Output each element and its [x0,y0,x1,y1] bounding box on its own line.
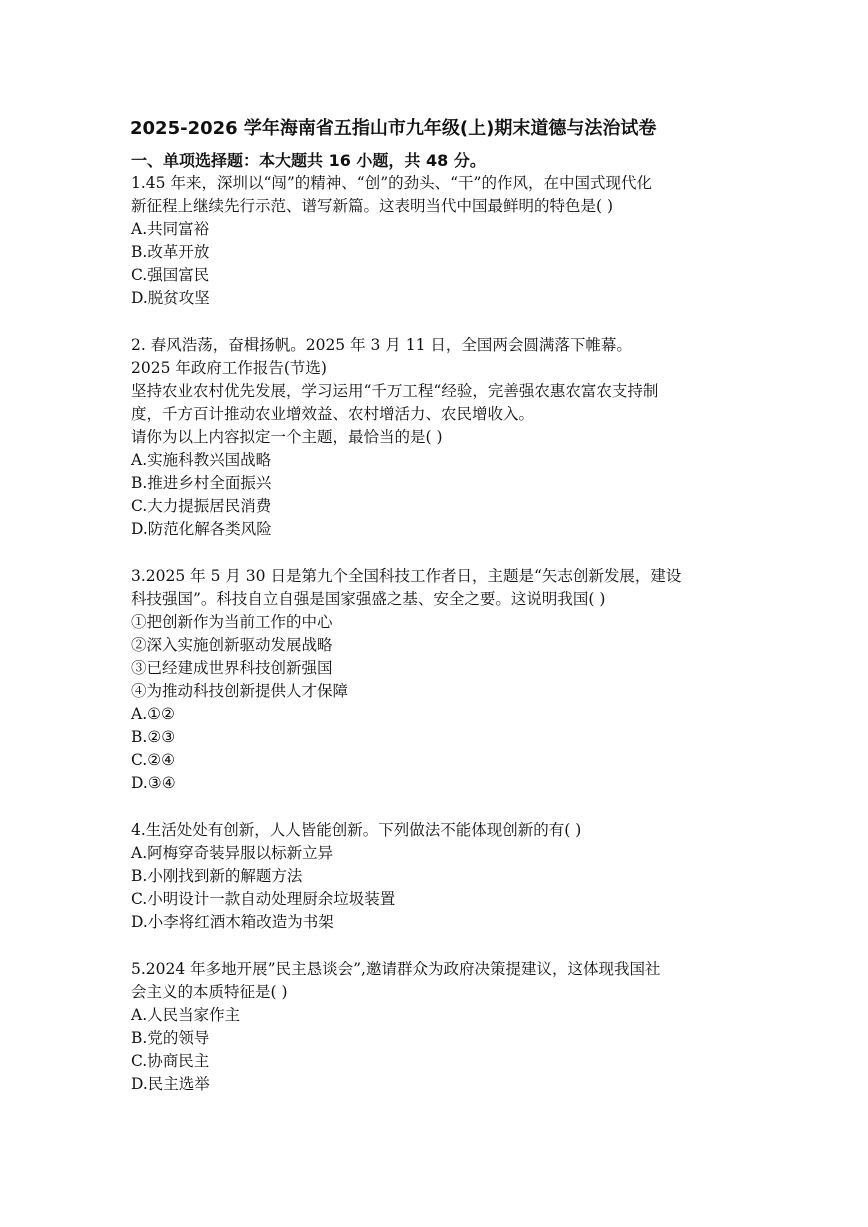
question-text: 科技强国”。科技自立自强是国家强盛之基、安全之要。这说明我国( ) [131,590,606,608]
question-text: 2025 年政府工作报告(节选) [131,359,327,377]
option-b: B.②③ [131,728,176,746]
statement-3: ③已经建成世界科技创新强国 [131,659,333,677]
question-text: 新征程上继续先行示范、谱写新篇。这表明当代中国最鲜明的特色是( ) [131,197,614,215]
question-text: 4.生活处处有创新，人人皆能创新。下列做法不能体现创新的有( ) [131,821,582,839]
option-d: D.脱贫攻坚 [131,289,210,307]
question-2 [131,334,751,541]
question-text: 3.2025 年 5 月 30 日是第九个全国科技工作者日，主题是“矢志创新发展，建设 [131,567,682,585]
section-heading: 一、单项选择题：本大题共 16 小题，共 48 分。 [131,151,486,170]
question-text: 请你为以上内容拟定一个主题，最恰当的是( ) [131,428,443,446]
option-d: D.小李将红酒木箱改造为书架 [131,913,334,931]
option-a: A.共同富裕 [131,220,210,238]
option-b: B.推进乡村全面振兴 [131,474,272,492]
page-title: 2025-2026 学年海南省五指山市九年级(上)期末道德与法治试卷 [130,118,657,139]
option-a: A.人民当家作主 [131,1006,241,1024]
option-a: A.实施科教兴国战略 [131,451,272,469]
option-b: B.改革开放 [131,243,210,261]
option-c: C.大力提振居民消费 [131,497,272,515]
option-a: A.①② [131,705,175,723]
option-d: D.防范化解各类风险 [131,520,272,538]
statement-2: ②深入实施创新驱动发展战略 [131,636,333,654]
question-text: 会主义的本质特征是( ) [131,983,288,1001]
option-a: A.阿梅穿奇装异服以标新立异 [131,844,334,862]
question-text: 坚持农业农村优先发展，学习运用“千万工程“经验，完善强农惠农富农支持制 [131,382,659,400]
option-b: B.党的领导 [131,1029,210,1047]
statement-1: ①把创新作为当前工作的中心 [131,613,333,631]
question-4 [131,819,751,934]
question-text: 度，千方百计推动农业增效益、农村增活力、农民增收入。 [131,405,535,423]
question-3 [131,565,751,795]
question-5 [131,958,751,1096]
question-text: 2. 春风浩荡，奋楫扬帆。2025 年 3 月 11 日，全国两会圆满落下帷幕。 [131,336,632,354]
question-text: 5.2024 年多地开展”民主恳谈会”,邀请群众为政府决策提建议，这体现我国社 [131,960,661,978]
statement-4: ④为推动科技创新提供人才保障 [131,682,349,700]
option-d: D.民主选举 [131,1075,210,1093]
option-c: C.小明设计一款自动处理厨余垃圾装置 [131,890,396,908]
question-1 [131,172,751,310]
question-list [131,172,751,1120]
option-b: B.小刚找到新的解题方法 [131,867,303,885]
question-text: 1.45 年来，深圳以“闯”的精神、“创”的劲头、“干”的作风，在中国式现代化 [131,174,652,192]
option-c: C.②④ [131,751,176,769]
option-c: C.强国富民 [131,266,210,284]
option-c: C.协商民主 [131,1052,210,1070]
option-d: D.③④ [131,774,176,792]
